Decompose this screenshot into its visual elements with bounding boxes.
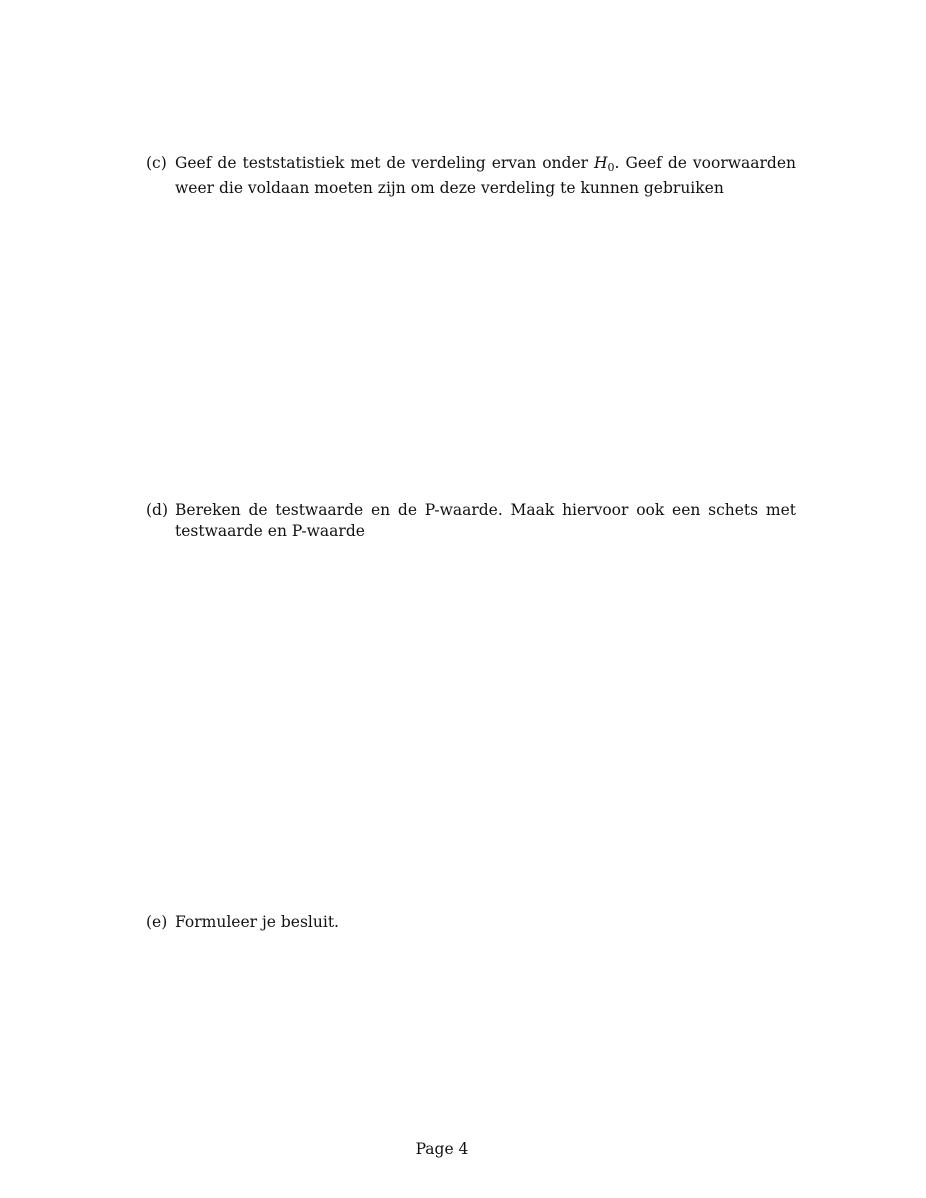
question-d-text: Bereken de testwaarde en de P-waarde. Maak hiervoor ook een schets met testwaarde en P-waarde <box>175 501 796 540</box>
page-number: Page 4 <box>415 1140 469 1158</box>
question-c-text-before: Geef de teststatistiek met de verdeling ervan onder <box>175 154 589 172</box>
question-e-label: (e) <box>146 913 168 931</box>
h0-symbol-subscript: 0 <box>607 161 615 174</box>
h0-symbol-letter: H <box>594 154 608 172</box>
question-c-label: (c) <box>146 154 167 172</box>
question-d-label: (d) <box>146 501 169 519</box>
h0-symbol <box>594 154 615 172</box>
question-e-text: Formuleer je besluit. <box>175 913 339 931</box>
question-e <box>146 912 796 933</box>
question-c <box>146 153 796 199</box>
question-d <box>146 500 796 542</box>
question-c-text <box>175 153 796 199</box>
question-c-text-after: . Geef de voorwaarden weer die voldaan moeten zijn om deze verdeling te kunnen gebruiken <box>175 154 796 197</box>
